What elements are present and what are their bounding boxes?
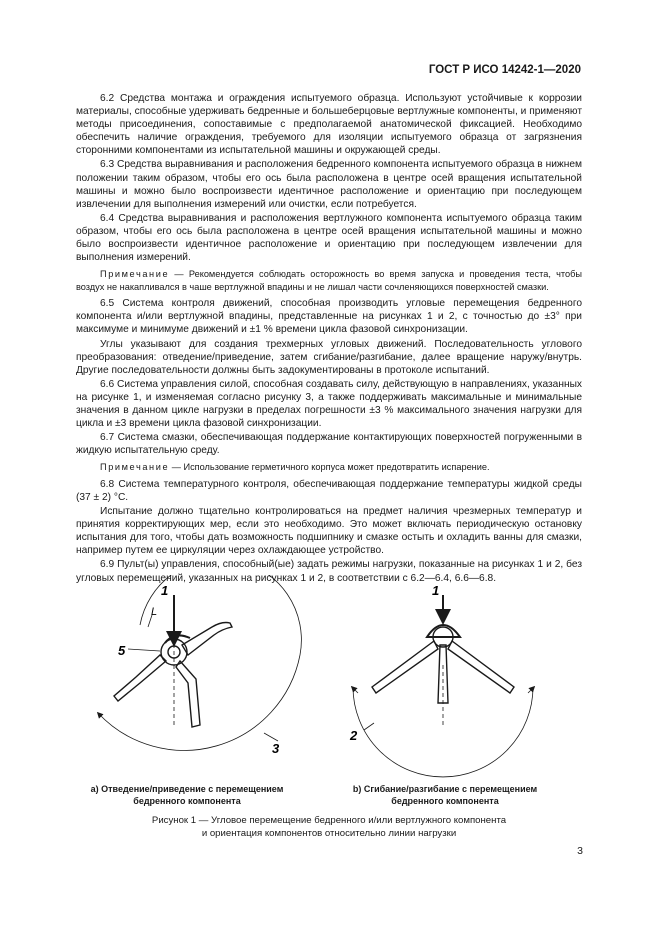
note-2: [76, 461, 582, 474]
label-L: L: [151, 606, 158, 618]
paragraph-6-5-cont: Углы указывают для создания трехмерных угловых движений. Последовательность углового преобразования: отведение/приведение, затем сгибание/разгибание, далее вращение наружу/внутрь. Другие последовательности должны быть задокументированы в протоколе испытаний.: [76, 338, 582, 376]
leader-3: [264, 733, 278, 741]
document-body: [76, 92, 582, 586]
label-2: 2: [350, 728, 358, 743]
left-stem-a: [114, 655, 166, 701]
page-number: 3: [577, 845, 583, 857]
label-3: 3: [272, 741, 280, 756]
note-text: — Использование герметичного корпуса может предотвратить испарение.: [169, 462, 490, 473]
caption-b-line1: b) Сгибание/разгибание с перемещением: [352, 784, 538, 794]
paragraph-6-5: 6.5 Система контроля движений, способная производить угловые перемещения бедренного компонента и/или вертлужной впадины, представленные на рисунках 1 и 2, с точностью до ±3° при максимуме и минимуме движений и ±1 % времени цикла фазовой синхронизации.: [76, 298, 582, 336]
caption-b: [340, 783, 550, 807]
caption-b-line2: бедренного компонента: [391, 796, 499, 806]
note-label: Примечание: [100, 462, 170, 473]
paragraph-6-7: 6.7 Система смазки, обеспечивающая поддержание контактирующих поверхностей погруженными в жидкую испытательную среду.: [76, 432, 582, 457]
caption-a-line2: бедренного компонента: [133, 796, 241, 806]
figure-title: [76, 815, 582, 840]
figure-title-line2: и ориентация компонентов относительно линии нагрузки: [201, 827, 457, 839]
paragraph-6-9: 6.9 Пульт(ы) управления, способный(ые) задать режимы нагрузки, показанные на рисунках 1 и 2, без угловых перемещений, указанных на рисунках 1 и 2, в соответствии с 6.2—6.4, 6.6—6.8.: [76, 559, 582, 584]
leader-5: [128, 649, 160, 651]
left-stem-b: [372, 641, 438, 693]
label-1-a: 1: [161, 583, 169, 598]
right-stem-b: [448, 641, 514, 693]
figure-1: [0, 575, 661, 815]
label-5: 5: [118, 643, 126, 658]
label-1-b: 1: [432, 583, 440, 598]
caption-a-line1: а) Отведение/приведение с перемещением: [90, 784, 284, 794]
caption-a: [82, 783, 292, 807]
document-header: ГОСТ Р ИСО 14242-1—2020: [428, 64, 581, 76]
paragraph-6-6: 6.6 Система управления силой, способная создавать силу, действующую в направлениях, указанных на рисунке 1, и изменяемая согласно рисунку 3, а также поддерживать максимальные и минимальные значения в данном цикле нагрузки в пределах погрешности ±3 % максимального значения нагрузки для цикла и ±3 времени цикла фазовой синхронизации.: [76, 378, 582, 430]
note-text: — Рекомендуется соблюдать осторожность во время запуска и проведения теста, чтобы воздух не накапливался в чаше вертлужной впадины и не лишал части сочленяющихся поверхностей смазки.: [76, 269, 582, 292]
paragraph-6-4: 6.4 Средства выравнивания и расположения вертлужного компонента испытуемого образца таким образом, чтобы его ось была расположена в центре осей вращения испытательной машины и можно было воспроизвести идентичное расположение и ориентацию при последующем извлечении для выполнения измерений.: [76, 212, 582, 264]
paragraph-6-8: 6.8 Система температурного контроля, обеспечивающая поддержание температуры жидкой среды (37 ± 2) °С.: [76, 478, 582, 503]
leader-2: [364, 723, 374, 730]
paragraph-6-2: 6.2 Средства монтажа и ограждения испытуемого образца. Используют устойчивые к коррозии материалы, способные удерживать бедренные и большеберцовые вертлужные компоненты, и применяют методы присоединения, сопоставимые с предполагаемой анатомической фиксацией. Необходимо обеспечить наличие ограждения, требуемого для изоляции испытуемого образца от загрязнения сторонними компонентами из испытательной машины и окружающей среды.: [76, 93, 582, 157]
figure-drawing: [0, 575, 661, 815]
diagram-a: [98, 575, 301, 750]
note-1: [76, 268, 582, 293]
diagram-b: [352, 595, 534, 777]
paragraph-6-3: 6.3 Средства выравнивания и расположения бедренного компонента испытуемого образца в нижнем положении таким образом, чтобы его ось была расположена в центре осей вращения испытательной машины и можно было воспроизвести идентичное расположение и ориентацию при последующем извлечении для выполнения измерений или очистки, если потребуется.: [76, 159, 582, 210]
figure-title-line1: Рисунок 1 — Угловое перемещение бедренного и/или вертлужного компонента: [151, 815, 507, 826]
paragraph-6-8-cont: Испытание должно тщательно контролироваться на предмет наличия чрезмерных температур и принятия корректирующих мер, если это необходимо. Это может включать периодическую остановку испытания для того, чтобы дать возможность подшипнику и смазке остыть и охладить ванны для смазки, например путем ее циркуляции через охлаждающее устройство.: [76, 506, 582, 557]
lower-stem-a: [176, 661, 200, 727]
note-label: Примечание: [100, 269, 170, 280]
